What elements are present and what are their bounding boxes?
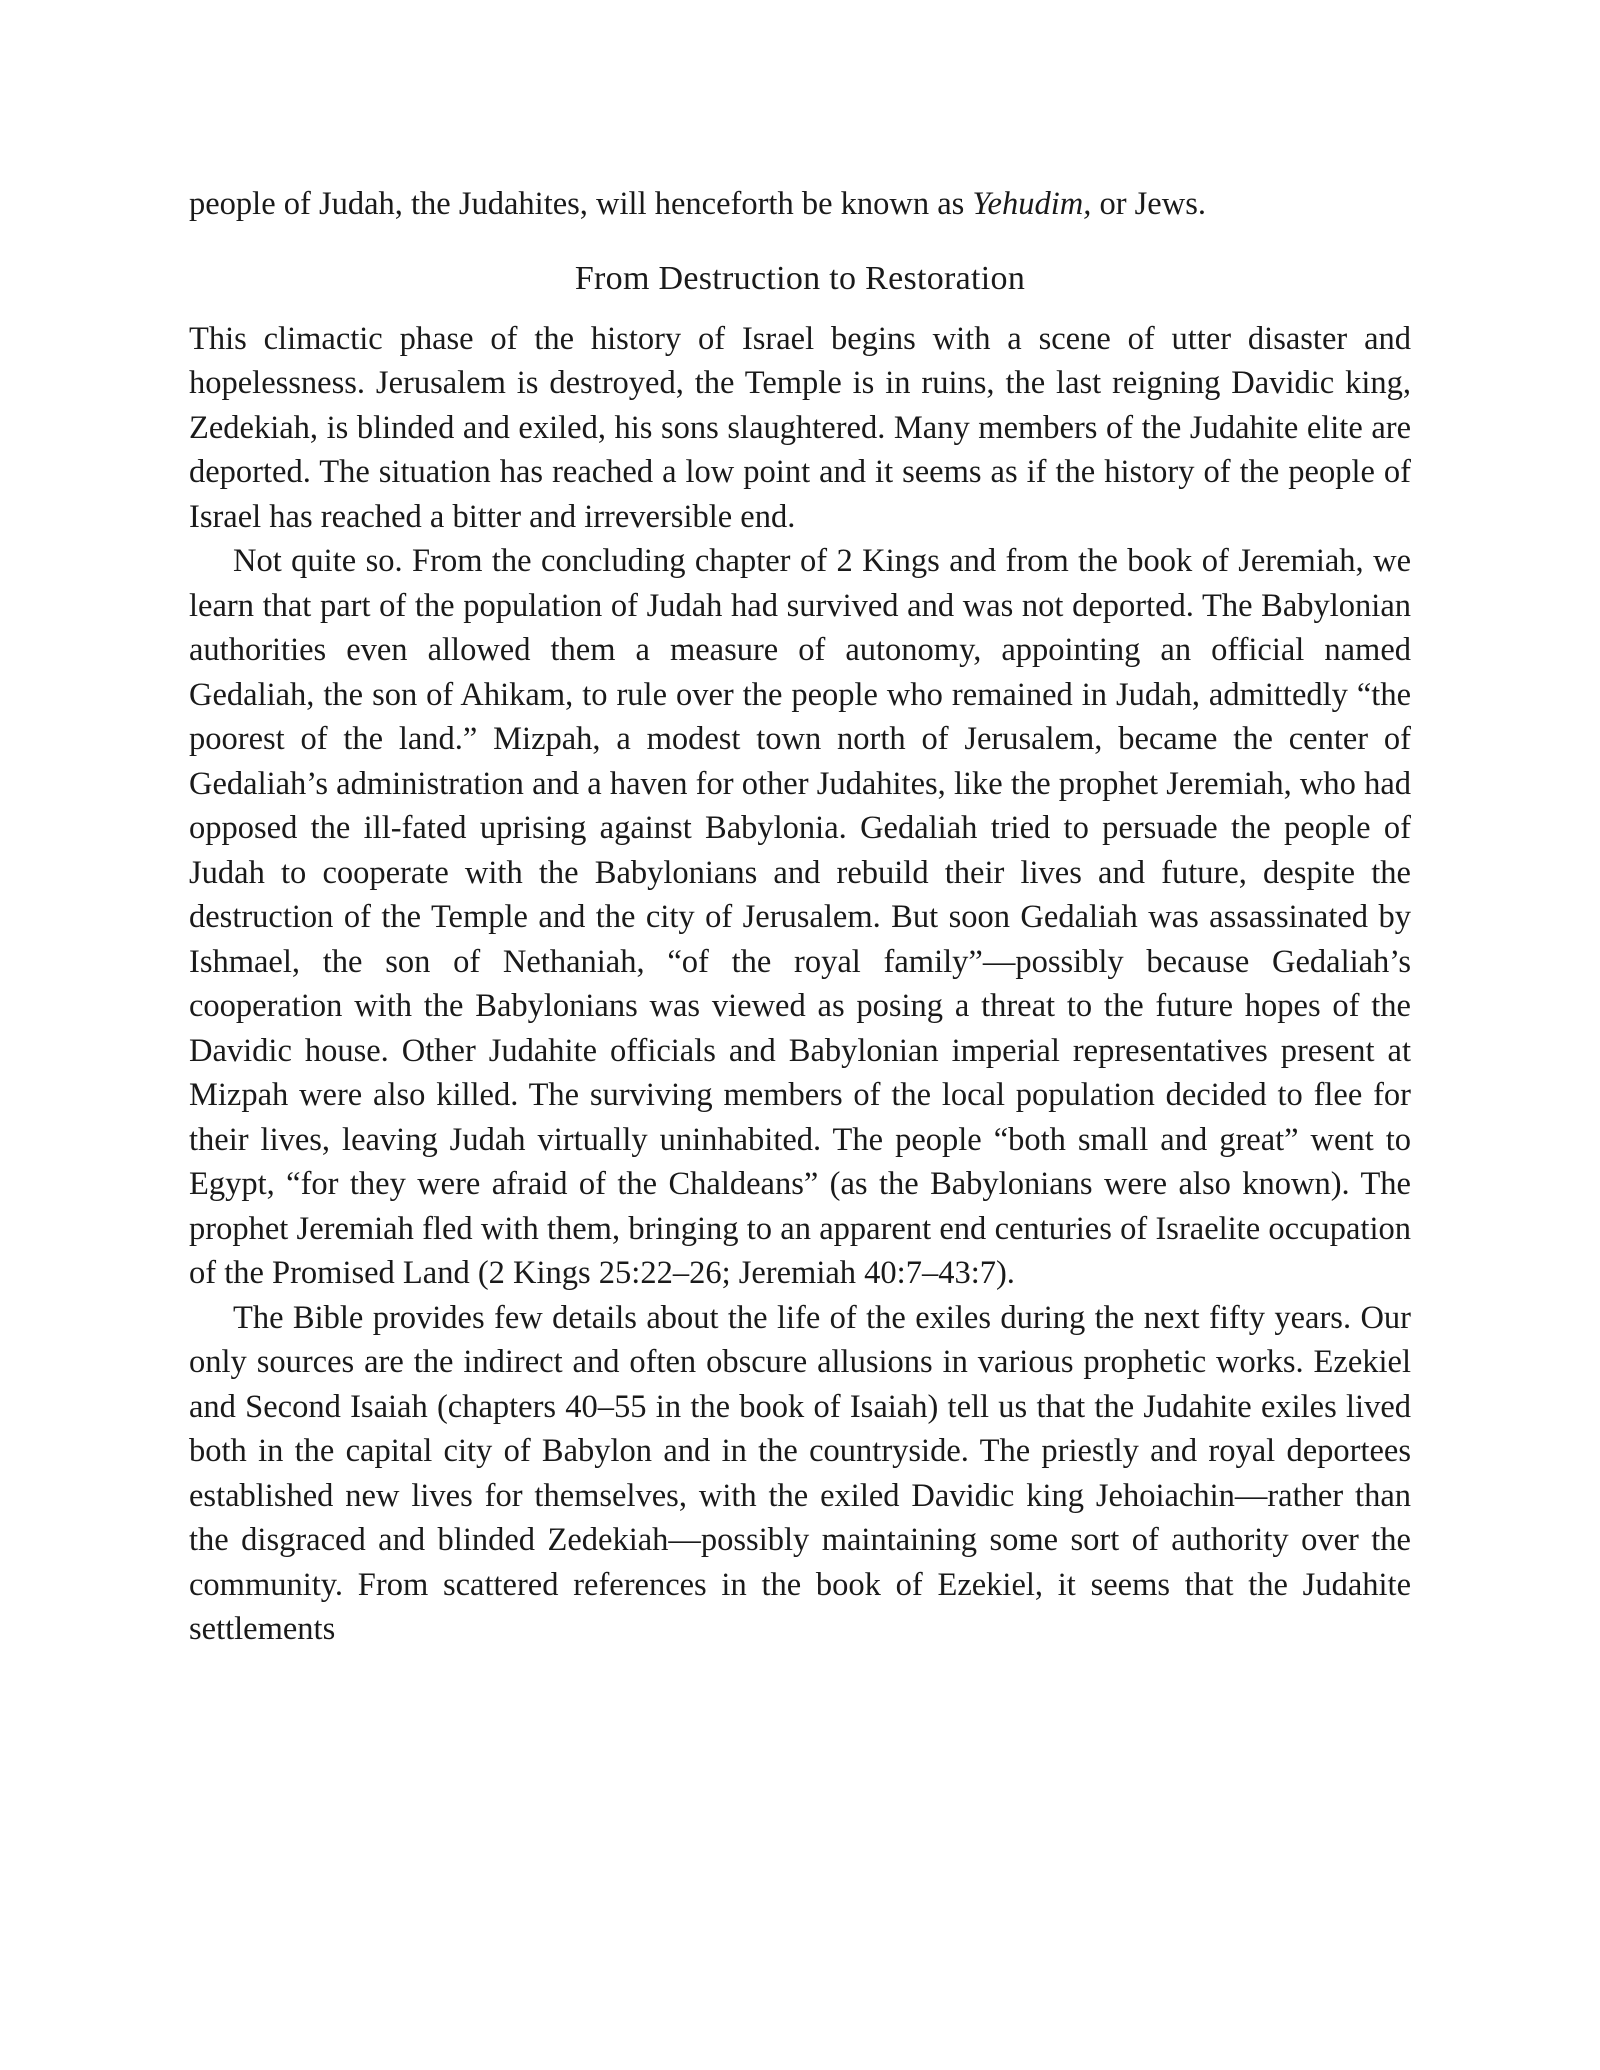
paragraph-1: This climactic phase of the history of Israel begins with a scene of utter disaster and hopelessness. Jerusalem is destroyed, the Temple is in ruins, the last reigning Davidic king, Zedekiah, is blinded and exiled, his sons slaughtered. Many members of the Judahite elite are deported. The situation has reached a low point and it seems as if the history of the people of Israel has reached a bitter and irreversible end. (189, 320, 1411, 535)
yehudim-term: Yehudim, (972, 186, 1092, 222)
opening-line-text: people of Judah, the Judahites, will henceforth be known as (189, 186, 973, 222)
opening-line (189, 182, 1411, 227)
paragraph-2: Not quite so. From the concluding chapter of 2 Kings and from the book of Jeremiah, we learn that part of the population of Judah had survived and was not deported. The Babylonian authorities even allowed them a measure of autonomy, appointing an official named Gedaliah, the son of Ahikam, to rule over the people who remained in Judah, admittedly “the poorest of the land.” Mizpah, a modest town north of Jerusalem, became the center of Gedaliah’s administration and a haven for other Judahites, like the prophet Jeremiah, who had opposed the ill-fated uprising against Babylonia. Gedaliah tried to persuade the people of Judah to cooperate with the Babylonians and rebuild their lives and future, despite the destruction of the Temple and the city of Jerusalem. But soon Gedaliah was assassinated by Ishmael, the son of Nethaniah, “of the royal family”—possibly because Gedaliah’s cooperation with the Babylonians was viewed as posing a threat to the future hopes of the Davidic house. Other Judahite officials and Babylonian imperial representatives present at Mizpah were also killed. The surviving members of the local population decided to flee for their lives, leaving Judah virtually uninhabited. The people “both small and great” went to Egypt, “for they were afraid of the Chaldeans” (as the Babylonians were also known). The prophet Jeremiah fled with them, bringing to an apparent end centuries of Israelite occupation of the Promised Land (2 Kings 25:22–26; Jeremiah 40:7–43:7). (189, 543, 1411, 1291)
opening-line-end: or Jews. (1091, 186, 1206, 222)
paragraph-3: The Bible provides few details about the life of the exiles during the next fifty years. Our only sources are the indirect and often obscure allusions in various prophetic works. Ezekiel and Second Isaiah (chapters 40–55 in the book of Isaiah) tell us that the Judahite exiles lived both in the capital city of Babylon and in the countryside. The priestly and royal deportees established new lives for themselves, with the exiled Davidic king Jehoiachin—rather than the disgraced and blinded Zedekiah—possibly maintaining some sort of authority over the community. From scattered references in the book of Ezekiel, it seems that the Judahite settlements (189, 1299, 1411, 1647)
book-page (189, 182, 1411, 1652)
section-heading: From Destruction to Restoration (574, 259, 1026, 297)
